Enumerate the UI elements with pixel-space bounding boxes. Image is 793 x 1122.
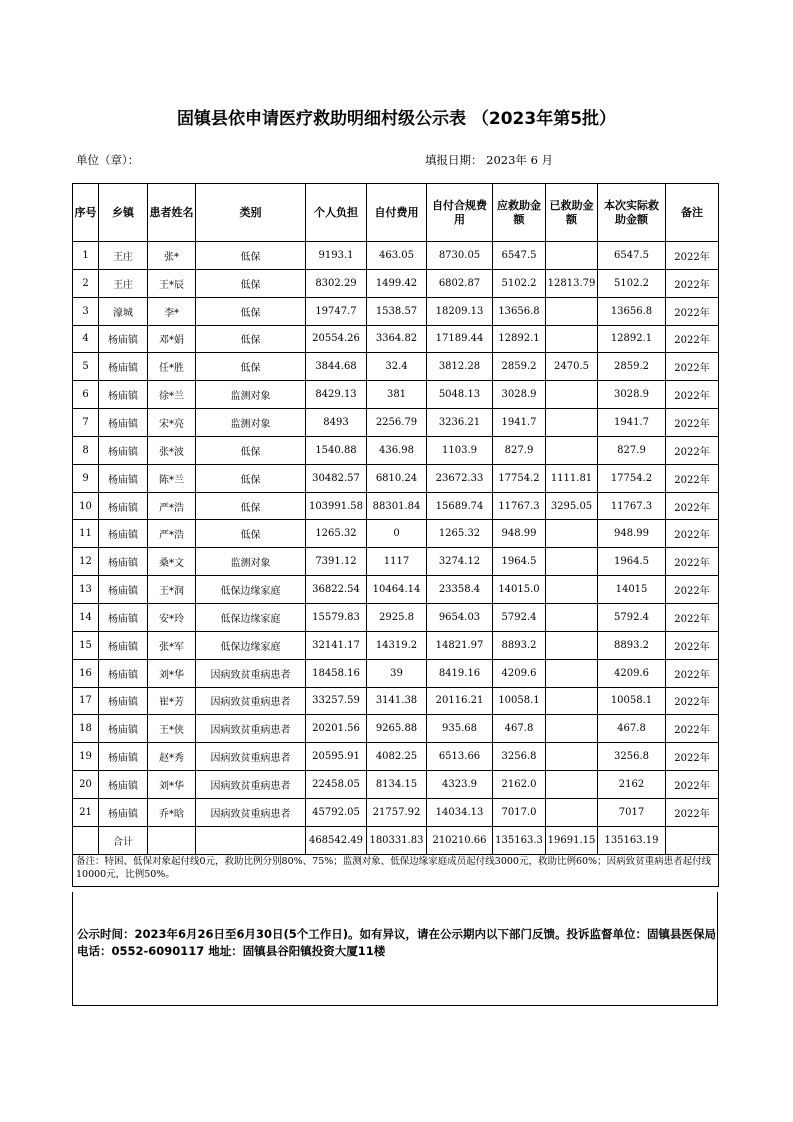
table-cell: 9654.03 xyxy=(427,603,493,631)
table-cell: 杨庙镇 xyxy=(99,603,148,631)
table-cell: 12 xyxy=(73,548,99,576)
table-cell: 827.9 xyxy=(493,436,546,464)
header-cell: 备注 xyxy=(666,184,719,242)
table-cell: 13656.8 xyxy=(598,297,666,325)
table-cell: 36822.54 xyxy=(306,576,367,604)
header-cell: 自付费用 xyxy=(367,184,427,242)
table-cell: 21 xyxy=(73,798,99,826)
table-cell: 3256.8 xyxy=(493,743,546,771)
table-cell: 2022年 xyxy=(666,381,719,409)
table-cell: 8893.2 xyxy=(598,631,666,659)
table-cell: 1964.5 xyxy=(493,548,546,576)
table-cell: 杨庙镇 xyxy=(99,771,148,799)
table-cell: 低保 xyxy=(196,353,306,381)
table-header-row xyxy=(73,184,719,242)
table-cell: 1103.9 xyxy=(427,436,493,464)
table-cell: 7017.0 xyxy=(493,798,546,826)
table-cell: 5792.4 xyxy=(598,603,666,631)
table-cell: 3812.28 xyxy=(427,353,493,381)
table-cell: 6810.24 xyxy=(367,464,427,492)
table-cell: 杨庙镇 xyxy=(99,631,148,659)
table-cell: 3274.12 xyxy=(427,548,493,576)
table-cell: 6802.87 xyxy=(427,269,493,297)
table-row xyxy=(73,659,719,687)
table-cell: 低保边缘家庭 xyxy=(196,603,306,631)
table-row xyxy=(73,464,719,492)
table-cell: 乔*晗 xyxy=(148,798,196,826)
table-cell: 1941.7 xyxy=(493,409,546,437)
table-cell: 9193.1 xyxy=(306,242,367,270)
table-cell: 2022年 xyxy=(666,576,719,604)
table-cell: 2022年 xyxy=(666,771,719,799)
table-cell: 2022年 xyxy=(666,269,719,297)
table-cell: 张*军 xyxy=(148,631,196,659)
table-cell: 14319.2 xyxy=(367,631,427,659)
header-cell: 患者姓名 xyxy=(148,184,196,242)
table-cell: 5102.2 xyxy=(493,269,546,297)
table-cell: 任*胜 xyxy=(148,353,196,381)
table-cell: 杨庙镇 xyxy=(99,325,148,353)
table-cell: 6547.5 xyxy=(598,242,666,270)
table-cell: 低保 xyxy=(196,520,306,548)
table-cell: 8429.13 xyxy=(306,381,367,409)
table-cell: 3141.38 xyxy=(367,687,427,715)
table-cell: 12892.1 xyxy=(598,325,666,353)
table-row xyxy=(73,269,719,297)
table-cell: 低保 xyxy=(196,297,306,325)
table-cell: 4 xyxy=(73,325,99,353)
table-cell: 16 xyxy=(73,659,99,687)
table-cell: 9 xyxy=(73,464,99,492)
table-cell: 刘*华 xyxy=(148,659,196,687)
table-cell: 杨庙镇 xyxy=(99,715,148,743)
table-cell: 10464.14 xyxy=(367,576,427,604)
table-cell: 15 xyxy=(73,631,99,659)
table-cell: 严*浩 xyxy=(148,492,196,520)
table-cell: 杨庙镇 xyxy=(99,743,148,771)
table-cell: 5792.4 xyxy=(493,603,546,631)
table-cell xyxy=(546,743,598,771)
table-row xyxy=(73,353,719,381)
table-cell: 18209.13 xyxy=(427,297,493,325)
table-cell: 6547.5 xyxy=(493,242,546,270)
table-cell: 王庄 xyxy=(99,269,148,297)
total-compliant-self-pay: 210210.66 xyxy=(427,826,493,854)
table-body xyxy=(73,242,719,827)
table-cell: 因病致贫重病患者 xyxy=(196,659,306,687)
table-cell: 2022年 xyxy=(666,548,719,576)
header-cell: 应救助金额 xyxy=(493,184,546,242)
table-cell: 4209.6 xyxy=(493,659,546,687)
table-cell: 2022年 xyxy=(666,687,719,715)
table-cell: 14034.13 xyxy=(427,798,493,826)
table-cell: 因病致贫重病患者 xyxy=(196,715,306,743)
table-cell: 低保 xyxy=(196,464,306,492)
table-cell: 张* xyxy=(148,242,196,270)
table-cell: 3364.82 xyxy=(367,325,427,353)
table-cell xyxy=(546,687,598,715)
table-cell: 948.99 xyxy=(598,520,666,548)
header-cell: 序号 xyxy=(73,184,99,242)
table-cell: 2022年 xyxy=(666,603,719,631)
table-cell xyxy=(546,603,598,631)
table-row xyxy=(73,603,719,631)
table-cell: 低保边缘家庭 xyxy=(196,631,306,659)
table-cell: 8493 xyxy=(306,409,367,437)
header-cell: 已救助金额 xyxy=(546,184,598,242)
table-cell: 杨庙镇 xyxy=(99,520,148,548)
table-row xyxy=(73,771,719,799)
table-cell: 32141.17 xyxy=(306,631,367,659)
table-cell: 7 xyxy=(73,409,99,437)
table-cell: 11767.3 xyxy=(598,492,666,520)
table-cell xyxy=(546,436,598,464)
table-cell: 2022年 xyxy=(666,436,719,464)
table-cell: 1538.57 xyxy=(367,297,427,325)
header-cell: 乡镇 xyxy=(99,184,148,242)
table-cell: 1265.32 xyxy=(427,520,493,548)
table-cell: 4209.6 xyxy=(598,659,666,687)
table-cell: 1964.5 xyxy=(598,548,666,576)
table-cell: 3236.21 xyxy=(427,409,493,437)
table-cell: 5 xyxy=(73,353,99,381)
table-cell: 2022年 xyxy=(666,353,719,381)
table-row xyxy=(73,242,719,270)
notice-text: 公示时间：2023年6月26日至6月30日(5个工作日)。如有异议，请在公示期内以下部门反馈。投诉监督单位：固镇县医保局 电话：0552-6090117 地址：固镇县谷阳镇投资大厦11楼 xyxy=(77,927,717,958)
table-cell: 1499.42 xyxy=(367,269,427,297)
table-cell: 10058.1 xyxy=(493,687,546,715)
table-cell: 1540.88 xyxy=(306,436,367,464)
table-cell: 39 xyxy=(367,659,427,687)
table-cell: 3 xyxy=(73,297,99,325)
table-cell: 陈*兰 xyxy=(148,464,196,492)
table-cell: 3028.9 xyxy=(493,381,546,409)
table-cell: 2022年 xyxy=(666,464,719,492)
table-cell xyxy=(546,659,598,687)
table-cell: 2925.8 xyxy=(367,603,427,631)
table-cell: 19 xyxy=(73,743,99,771)
table-cell: 杨庙镇 xyxy=(99,659,148,687)
table-cell: 低保 xyxy=(196,242,306,270)
table-cell: 王*侠 xyxy=(148,715,196,743)
table-cell: 23672.33 xyxy=(427,464,493,492)
table-cell: 3295.05 xyxy=(546,492,598,520)
table-cell: 18 xyxy=(73,715,99,743)
total-empty-cell xyxy=(196,826,306,854)
table-cell xyxy=(546,520,598,548)
table-cell: 杨庙镇 xyxy=(99,687,148,715)
table-cell xyxy=(546,576,598,604)
table-cell: 0 xyxy=(367,520,427,548)
table-cell: 低保 xyxy=(196,325,306,353)
table-cell xyxy=(546,715,598,743)
notice-box xyxy=(72,892,718,1006)
table-cell: 2022年 xyxy=(666,492,719,520)
table-cell: 20554.26 xyxy=(306,325,367,353)
table-cell: 杨庙镇 xyxy=(99,464,148,492)
table-cell: 12892.1 xyxy=(493,325,546,353)
table-cell: 2859.2 xyxy=(598,353,666,381)
table-cell: 1117 xyxy=(367,548,427,576)
table-cell xyxy=(546,409,598,437)
total-paid-relief: 19691.15 xyxy=(546,826,598,854)
table-cell: 17 xyxy=(73,687,99,715)
table-cell: 低保 xyxy=(196,269,306,297)
table-cell: 14821.97 xyxy=(427,631,493,659)
table-cell: 杨庙镇 xyxy=(99,381,148,409)
table-cell: 邓*娟 xyxy=(148,325,196,353)
table-cell: 1265.32 xyxy=(306,520,367,548)
table-cell: 宋*亮 xyxy=(148,409,196,437)
report-date: 填报日期： 2023年 6 月 xyxy=(425,153,554,167)
table-cell: 王*润 xyxy=(148,576,196,604)
page-title: 固镇县依申请医疗救助明细村级公示表 （2023年第5批） xyxy=(176,109,617,129)
table-cell: 杨庙镇 xyxy=(99,576,148,604)
table-cell: 381 xyxy=(367,381,427,409)
table-row xyxy=(73,436,719,464)
header-cell: 自付合规费用 xyxy=(427,184,493,242)
table-cell: 948.99 xyxy=(493,520,546,548)
table-cell: 32.4 xyxy=(367,353,427,381)
table-cell: 8893.2 xyxy=(493,631,546,659)
table-cell: 因病致贫重病患者 xyxy=(196,771,306,799)
table-cell: 2022年 xyxy=(666,743,719,771)
table-cell: 17754.2 xyxy=(493,464,546,492)
table-cell: 7391.12 xyxy=(306,548,367,576)
table-cell: 14015 xyxy=(598,576,666,604)
table-cell: 935.68 xyxy=(427,715,493,743)
table-cell xyxy=(546,548,598,576)
table-cell: 8419.16 xyxy=(427,659,493,687)
total-label: 合计 xyxy=(99,826,148,854)
table-cell: 18458.16 xyxy=(306,659,367,687)
table-cell: 3256.8 xyxy=(598,743,666,771)
table-cell: 6 xyxy=(73,381,99,409)
table-row xyxy=(73,715,719,743)
table-cell: 827.9 xyxy=(598,436,666,464)
table-cell: 桑*文 xyxy=(148,548,196,576)
note-row xyxy=(73,854,719,886)
table-cell: 12813.79 xyxy=(546,269,598,297)
table-cell: 2022年 xyxy=(666,325,719,353)
total-empty-cell xyxy=(73,826,99,854)
table-cell: 467.8 xyxy=(598,715,666,743)
table-cell xyxy=(546,771,598,799)
table-cell: 5102.2 xyxy=(598,269,666,297)
header-cell: 本次实际救助金额 xyxy=(598,184,666,242)
table-row xyxy=(73,297,719,325)
table-cell: 张*波 xyxy=(148,436,196,464)
table-cell: 103991.58 xyxy=(306,492,367,520)
table-cell: 2022年 xyxy=(666,631,719,659)
table-cell: 低保边缘家庭 xyxy=(196,576,306,604)
table-cell: 30482.57 xyxy=(306,464,367,492)
table-cell: 2859.2 xyxy=(493,353,546,381)
table-cell: 杨庙镇 xyxy=(99,409,148,437)
table-cell: 监测对象 xyxy=(196,381,306,409)
footnote: 备注：特困、低保对象起付线0元，救助比例分别80%、75%；监测对象、低保边缘家庭成员起付线3000元，救助比例60%；因病致贫重病患者起付线10000元，比例50%。 xyxy=(73,854,719,886)
table-cell xyxy=(546,798,598,826)
table-cell: 10058.1 xyxy=(598,687,666,715)
table-cell: 崔*芳 xyxy=(148,687,196,715)
table-cell: 2162 xyxy=(598,771,666,799)
table-cell: 14015.0 xyxy=(493,576,546,604)
header-cell: 类别 xyxy=(196,184,306,242)
table-cell: 低保 xyxy=(196,436,306,464)
table-cell: 监测对象 xyxy=(196,548,306,576)
table-cell xyxy=(546,381,598,409)
table-cell: 3028.9 xyxy=(598,381,666,409)
table-cell: 21757.92 xyxy=(367,798,427,826)
table-cell: 2022年 xyxy=(666,520,719,548)
total-empty-cell xyxy=(666,826,719,854)
table-cell xyxy=(546,631,598,659)
table-cell: 14 xyxy=(73,603,99,631)
table-cell: 王*辰 xyxy=(148,269,196,297)
table-cell: 因病致贫重病患者 xyxy=(196,743,306,771)
table-cell: 19747.7 xyxy=(306,297,367,325)
table-cell: 7017 xyxy=(598,798,666,826)
table-cell: 2256.79 xyxy=(367,409,427,437)
table-cell: 15689.74 xyxy=(427,492,493,520)
table-cell: 11 xyxy=(73,520,99,548)
table-cell: 467.8 xyxy=(493,715,546,743)
table-cell: 王庄 xyxy=(99,242,148,270)
unit-label: 单位（章）： xyxy=(76,153,140,167)
total-actual-relief: 135163.19 xyxy=(598,826,666,854)
table-cell: 1111.81 xyxy=(546,464,598,492)
table-cell: 因病致贫重病患者 xyxy=(196,798,306,826)
table-cell: 5048.13 xyxy=(427,381,493,409)
table-cell: 2470.5 xyxy=(546,353,598,381)
total-self-pay: 180331.83 xyxy=(367,826,427,854)
table-cell: 9265.88 xyxy=(367,715,427,743)
table-cell: 8134.15 xyxy=(367,771,427,799)
total-empty-cell xyxy=(148,826,196,854)
table-row xyxy=(73,409,719,437)
table-cell: 严*浩 xyxy=(148,520,196,548)
table-cell: 17754.2 xyxy=(598,464,666,492)
table-cell: 2 xyxy=(73,269,99,297)
table-cell: 2022年 xyxy=(666,297,719,325)
total-personal-burden: 468542.49 xyxy=(306,826,367,854)
table-row xyxy=(73,520,719,548)
table-cell: 刘*华 xyxy=(148,771,196,799)
table-cell: 2022年 xyxy=(666,798,719,826)
table-cell: 2022年 xyxy=(666,715,719,743)
table-cell xyxy=(546,325,598,353)
table-cell xyxy=(546,297,598,325)
table-cell: 8 xyxy=(73,436,99,464)
table-cell: 20201.56 xyxy=(306,715,367,743)
table-cell: 13 xyxy=(73,576,99,604)
table-cell: 1 xyxy=(73,242,99,270)
table-cell: 436.98 xyxy=(367,436,427,464)
table-cell: 杨庙镇 xyxy=(99,353,148,381)
table-row xyxy=(73,492,719,520)
table-cell xyxy=(546,242,598,270)
table-cell: 15579.83 xyxy=(306,603,367,631)
table-cell: 20 xyxy=(73,771,99,799)
table-cell: 45792.05 xyxy=(306,798,367,826)
table-row xyxy=(73,576,719,604)
table-row xyxy=(73,548,719,576)
table-cell: 杨庙镇 xyxy=(99,798,148,826)
table-cell: 安*玲 xyxy=(148,603,196,631)
table-cell: 低保 xyxy=(196,492,306,520)
table-cell: 徐*兰 xyxy=(148,381,196,409)
header-cell: 个人负担 xyxy=(306,184,367,242)
table-cell: 杨庙镇 xyxy=(99,436,148,464)
table-cell: 监测对象 xyxy=(196,409,306,437)
table-row xyxy=(73,743,719,771)
table-cell: 11767.3 xyxy=(493,492,546,520)
table-row xyxy=(73,631,719,659)
table-row xyxy=(73,325,719,353)
table-cell: 濠城 xyxy=(99,297,148,325)
table-cell: 22458.05 xyxy=(306,771,367,799)
table-row xyxy=(73,381,719,409)
table-cell: 杨庙镇 xyxy=(99,548,148,576)
table-cell: 因病致贫重病患者 xyxy=(196,687,306,715)
table-cell: 20595.91 xyxy=(306,743,367,771)
table-cell: 1941.7 xyxy=(598,409,666,437)
table-cell: 2022年 xyxy=(666,659,719,687)
table-row xyxy=(73,798,719,826)
table-cell: 33257.59 xyxy=(306,687,367,715)
table-cell: 3844.68 xyxy=(306,353,367,381)
table-cell: 17189.44 xyxy=(427,325,493,353)
table-cell: 2022年 xyxy=(666,409,719,437)
total-due-relief: 135163.3 xyxy=(493,826,546,854)
table-cell: 赵*秀 xyxy=(148,743,196,771)
total-row xyxy=(73,826,719,854)
table-cell: 4082.25 xyxy=(367,743,427,771)
table-cell: 23358.4 xyxy=(427,576,493,604)
table-cell: 杨庙镇 xyxy=(99,492,148,520)
table-cell: 李* xyxy=(148,297,196,325)
table-cell: 2022年 xyxy=(666,242,719,270)
table-cell: 2162.0 xyxy=(493,771,546,799)
table-cell: 4323.9 xyxy=(427,771,493,799)
table-cell: 20116.21 xyxy=(427,687,493,715)
table-cell: 8302.29 xyxy=(306,269,367,297)
table-cell: 13656.8 xyxy=(493,297,546,325)
table-row xyxy=(73,687,719,715)
relief-table xyxy=(72,183,719,887)
table-cell: 8730.05 xyxy=(427,242,493,270)
table-cell: 463.05 xyxy=(367,242,427,270)
table-cell: 88301.84 xyxy=(367,492,427,520)
table-cell: 6513.66 xyxy=(427,743,493,771)
table-cell: 10 xyxy=(73,492,99,520)
